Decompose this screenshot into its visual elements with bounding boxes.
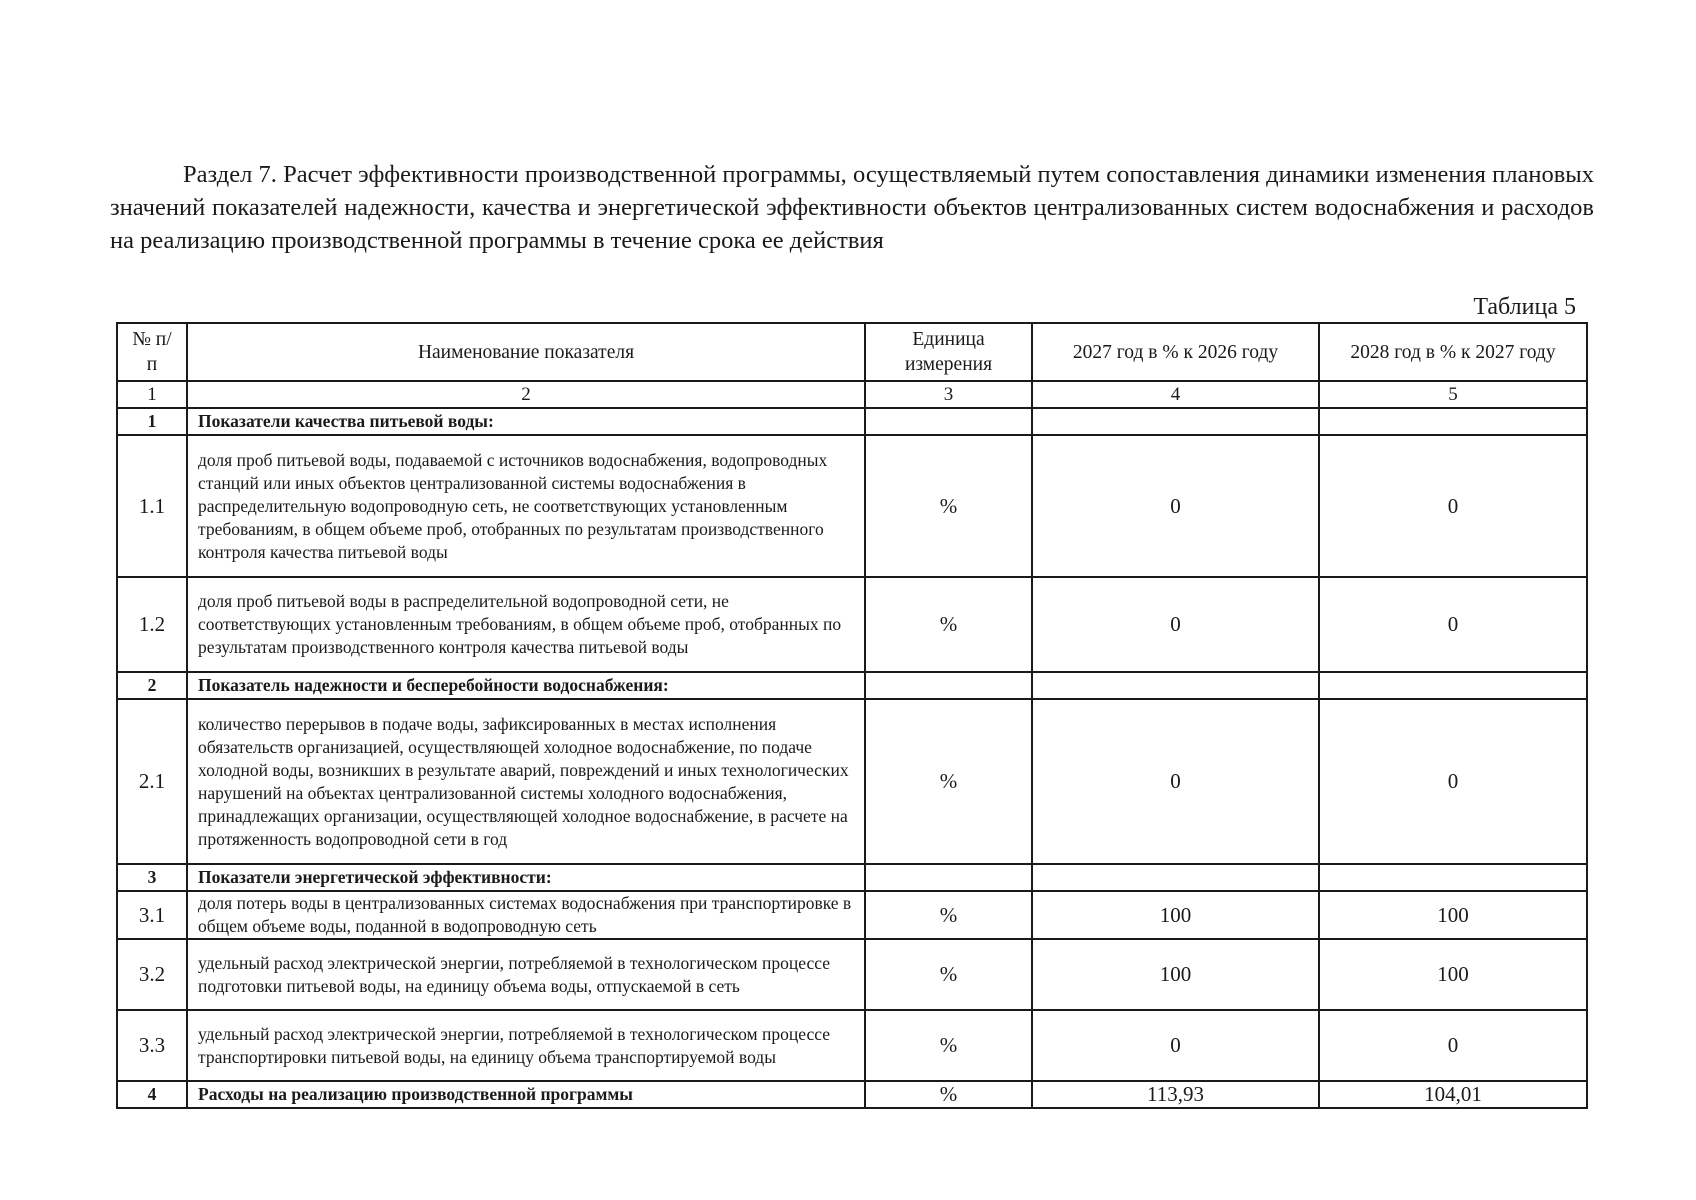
- value-2028: 0: [1319, 435, 1587, 577]
- row-num: 1.2: [117, 577, 187, 672]
- value-2027: 0: [1032, 1010, 1319, 1081]
- empty-cell: [1319, 408, 1587, 435]
- section-title: Показатели энергетической эффективности:: [187, 864, 865, 891]
- row-num: 2.1: [117, 699, 187, 864]
- row-num: 3.2: [117, 939, 187, 1010]
- table-caption: Таблица 5: [1473, 294, 1576, 320]
- table-row: [117, 1010, 1587, 1081]
- section-title: Расходы на реализацию производственной программы: [187, 1081, 865, 1108]
- section-row: [117, 672, 1587, 699]
- table-row: [117, 939, 1587, 1010]
- empty-cell: [1032, 408, 1319, 435]
- unit-cell: %: [865, 577, 1032, 672]
- efficiency-table: [116, 322, 1588, 1109]
- value-2027: 0: [1032, 699, 1319, 864]
- empty-cell: [865, 864, 1032, 891]
- empty-cell: [1032, 672, 1319, 699]
- table-row: [117, 699, 1587, 864]
- empty-cell: [1319, 672, 1587, 699]
- indicator-name: удельный расход электрической энергии, потребляемой в технологическом процессе подготовки питьевой воды, на единицу объема воды, отпускаемой в сеть: [187, 939, 865, 1010]
- indicator-name: доля потерь воды в централизованных системах водоснабжения при транспортировке в общем объеме воды, поданной в водопроводную сеть: [187, 891, 865, 939]
- unit-cell: %: [865, 939, 1032, 1010]
- header-name: Наименование показателя: [187, 323, 865, 381]
- row-num: 1.1: [117, 435, 187, 577]
- section-row: [117, 1081, 1587, 1108]
- value-2027: 113,93: [1032, 1081, 1319, 1108]
- header-unit: Единица измерения: [865, 323, 1032, 381]
- value-2027: 0: [1032, 435, 1319, 577]
- header-2028: 2028 год в % к 2027 году: [1319, 323, 1587, 381]
- value-2028: 0: [1319, 577, 1587, 672]
- unit-cell: %: [865, 699, 1032, 864]
- row-num: 2: [117, 672, 187, 699]
- section-row: [117, 408, 1587, 435]
- row-num: 4: [117, 1081, 187, 1108]
- empty-cell: [1319, 864, 1587, 891]
- unit-cell: %: [865, 1081, 1032, 1108]
- indicator-name: количество перерывов в подаче воды, зафиксированных в местах исполнения обязательств организацией, осуществляющей холодное водоснабжение, по подаче холодной воды, возникших в результате аварий, повреждений и иных технологических нарушений на объектах централизованной системы холодного водоснабжения, принадлежащих организации, осуществляющей холодное водоснабжение, в расчете на протяженность водопроводной сети в год: [187, 699, 865, 864]
- value-2028: 0: [1319, 1010, 1587, 1081]
- section-row: [117, 864, 1587, 891]
- empty-cell: [1032, 864, 1319, 891]
- table-row: [117, 435, 1587, 577]
- table-row: [117, 577, 1587, 672]
- row-num: 3.3: [117, 1010, 187, 1081]
- col-number: 3: [865, 381, 1032, 408]
- section-title: Показатели качества питьевой воды:: [187, 408, 865, 435]
- header-2027: 2027 год в % к 2026 году: [1032, 323, 1319, 381]
- unit-cell: %: [865, 891, 1032, 939]
- header-num: № п/п: [117, 323, 187, 381]
- row-num: 3: [117, 864, 187, 891]
- value-2028: 104,01: [1319, 1081, 1587, 1108]
- column-numbers-row: [117, 381, 1587, 408]
- value-2027: 100: [1032, 891, 1319, 939]
- empty-cell: [865, 408, 1032, 435]
- col-number: 4: [1032, 381, 1319, 408]
- table-row: [117, 891, 1587, 939]
- unit-cell: %: [865, 435, 1032, 577]
- value-2027: 0: [1032, 577, 1319, 672]
- col-number: 5: [1319, 381, 1587, 408]
- section-title: Показатель надежности и бесперебойности водоснабжения:: [187, 672, 865, 699]
- value-2028: 0: [1319, 699, 1587, 864]
- section-heading: Раздел 7. Расчет эффективности производственной программы, осуществляемый путем сопоставления динамики изменения плановых значений показателей надежности, качества и энергетической эффективности объектов централизованных систем водоснабжения и расходов на реализацию производственной программы в течение срока ее действия: [110, 161, 1594, 254]
- indicator-name: доля проб питьевой воды в распределительной водопроводной сети, не соответствующих установленным требованиям, в общем объеме проб, отобранных по результатам производственного контроля качества питьевой воды: [187, 577, 865, 672]
- unit-cell: %: [865, 1010, 1032, 1081]
- col-number: 2: [187, 381, 865, 408]
- value-2028: 100: [1319, 891, 1587, 939]
- row-num: 3.1: [117, 891, 187, 939]
- value-2027: 100: [1032, 939, 1319, 1010]
- value-2028: 100: [1319, 939, 1587, 1010]
- col-number: 1: [117, 381, 187, 408]
- empty-cell: [865, 672, 1032, 699]
- indicator-name: доля проб питьевой воды, подаваемой с источников водоснабжения, водопроводных станций или иных объектов централизованной системы водоснабжения в распределительную водопроводную сеть, не соответствующих установленным требованиям, в общем объеме проб, отобранных по результатам производственного контроля качества питьевой воды: [187, 435, 865, 577]
- indicator-name: удельный расход электрической энергии, потребляемой в технологическом процессе транспортировки питьевой воды, на единицу объема транспортируемой воды: [187, 1010, 865, 1081]
- table-header-row: [117, 323, 1587, 381]
- row-num: 1: [117, 408, 187, 435]
